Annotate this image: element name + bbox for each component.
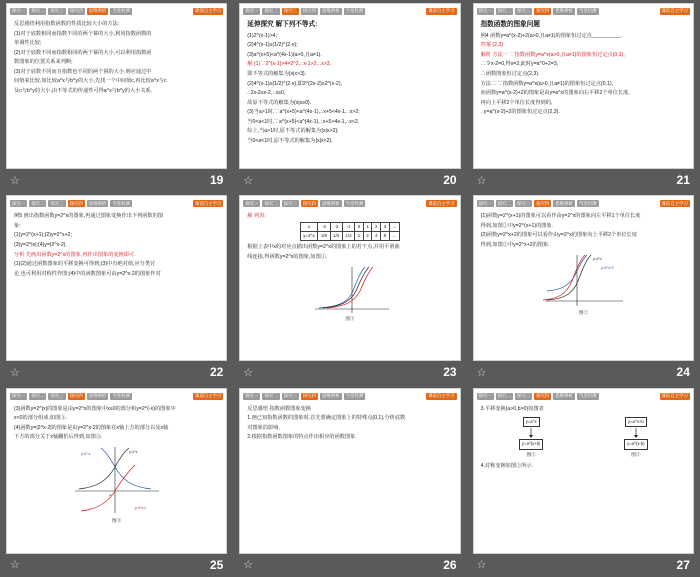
tab-explore-4[interactable]: 探究四 bbox=[536, 392, 550, 398]
slide-21[interactable] bbox=[473, 3, 694, 169]
flow-node: y=a^(x-b) bbox=[624, 439, 647, 450]
tab-test[interactable]: 当堂检测 bbox=[578, 8, 597, 14]
tab-test[interactable]: 当堂检测 bbox=[112, 392, 130, 398]
tab-self-study[interactable]: 课前自主学习 bbox=[661, 392, 688, 398]
favorite-icon[interactable]: ☆ bbox=[476, 366, 488, 379]
favorite-icon[interactable]: ☆ bbox=[243, 174, 255, 187]
text-line: (1)(2)通过函数图象的平移变换可得到;(3)中有绝对值,应分类讨 bbox=[14, 261, 156, 268]
table-row bbox=[300, 223, 400, 232]
text-line: (2)4^(x-1)≥(1/2)^(2-x),即2^(2x-2)≥2^(x-2), bbox=[247, 80, 342, 87]
slide-title: 延伸探究 解下列不等式: bbox=[247, 21, 318, 28]
text-line: 当0<a<1时,原不等式的解集为{x|x<2}. bbox=[247, 137, 333, 144]
arrow-down-icon bbox=[527, 428, 535, 438]
tab-explore-2[interactable]: 探究二 bbox=[264, 392, 278, 398]
slide-cell-20[interactable] bbox=[233, 0, 466, 192]
figure-caption: 图① bbox=[526, 451, 536, 457]
tab-self-study[interactable]: 课前自主学习 bbox=[194, 392, 222, 398]
tab-self-study[interactable]: 课前自主学习 bbox=[428, 392, 455, 398]
tab-test[interactable]: 当堂检测 bbox=[578, 200, 597, 206]
tab-bar-22[interactable] bbox=[7, 196, 226, 209]
tab-explore-2[interactable]: 探究二 bbox=[31, 392, 45, 398]
tab-explore-1[interactable]: 探究一 bbox=[12, 8, 26, 14]
table-cell: 2 bbox=[372, 223, 381, 232]
slide-footer-23 bbox=[239, 361, 460, 383]
tab-test[interactable]: 当堂检测 bbox=[578, 392, 597, 398]
slide-body-21 bbox=[474, 17, 693, 121]
slide-24[interactable] bbox=[473, 195, 694, 361]
tab-thinking[interactable]: 思维辨析 bbox=[555, 200, 573, 206]
tab-self-study[interactable]: 课前自主学习 bbox=[194, 200, 222, 206]
text-line: 及c与b^y的大小,由不等式的传递性可得a^x与b^y的大小关系. bbox=[14, 87, 153, 94]
flow-node: y=a^x+b bbox=[625, 417, 647, 428]
table-cell: 3 bbox=[381, 223, 390, 232]
tab-explore-2[interactable]: 探究二 bbox=[264, 200, 278, 206]
table-cell: … bbox=[389, 232, 400, 241]
slide-body-26 bbox=[240, 402, 459, 446]
flow-node: y=a^x bbox=[523, 417, 540, 428]
tab-test[interactable]: 当堂检测 bbox=[112, 200, 130, 206]
slide-body-22 bbox=[7, 209, 226, 282]
figure-caption: 图③ bbox=[112, 518, 122, 524]
slide-footer-24 bbox=[473, 361, 694, 383]
tab-explore-4[interactable]: 探究四 bbox=[69, 200, 83, 206]
text-line: (3)当a>1时,∵a^(x+5)<a^(4x-1),∴x+5<4x-1,∴x>2; bbox=[247, 109, 360, 116]
text-line: 数图象的位置关系来判断; bbox=[14, 59, 73, 66]
text-line: 象: bbox=[14, 222, 21, 229]
tab-self-study[interactable]: 课前自主学习 bbox=[661, 8, 688, 14]
text-line: 2.根据指数函数图象的特点作出相应的函数图象. bbox=[247, 434, 357, 441]
tab-thinking[interactable]: 思维辨析 bbox=[322, 392, 340, 398]
text-line: ∴函数图象恒过定点(2,3). bbox=[480, 70, 540, 77]
slide-19[interactable] bbox=[6, 3, 227, 169]
table-cell: 8 bbox=[381, 232, 390, 241]
tab-explore-1[interactable]: 探究一 bbox=[245, 392, 259, 398]
slide-footer-21 bbox=[473, 169, 694, 191]
graph-figure bbox=[537, 251, 629, 309]
table-cell: -2 bbox=[330, 223, 342, 232]
text-line: (2)4^(x-1)≥(1/2)^(2-x); bbox=[247, 42, 298, 49]
page-number: 23 bbox=[443, 365, 457, 380]
tab-bar-25[interactable] bbox=[7, 389, 226, 402]
flow-right bbox=[624, 417, 647, 458]
favorite-icon[interactable]: ☆ bbox=[10, 366, 21, 379]
slide-cell-27[interactable] bbox=[467, 385, 700, 577]
slide-body-19 bbox=[7, 17, 226, 100]
flow-node: y=a^(x+b) bbox=[519, 439, 544, 450]
tab-self-study[interactable]: 课前自主学习 bbox=[428, 8, 455, 14]
table-cell: -3 bbox=[318, 223, 330, 232]
slide-footer-22 bbox=[6, 361, 227, 383]
page-number: 24 bbox=[676, 365, 690, 380]
slide-22[interactable] bbox=[6, 195, 227, 361]
slide-20[interactable] bbox=[239, 3, 460, 169]
tab-thinking[interactable]: 思维辨析 bbox=[555, 392, 573, 398]
tab-explore-2[interactable]: 探究二 bbox=[497, 8, 511, 14]
table-cell: 1/2 bbox=[342, 232, 354, 241]
slide-body-25 bbox=[7, 402, 226, 529]
text-line: (2)对于底数不同而指数相同的两个幂的大小,可以利用指数函 bbox=[14, 49, 152, 56]
tab-explore-4[interactable]: 探究四 bbox=[302, 8, 317, 14]
table-row bbox=[300, 232, 400, 241]
svg-text:O: O bbox=[108, 493, 111, 498]
favorite-icon[interactable]: ☆ bbox=[243, 559, 255, 572]
slide-cell-24[interactable] bbox=[467, 192, 700, 384]
tab-explore-2[interactable]: 探究二 bbox=[497, 200, 511, 206]
table-cell: 4 bbox=[372, 232, 381, 241]
table-cell: 0 bbox=[355, 223, 364, 232]
text-line: 方法二 ∵指数函数y=a^x(a>0,且a≠1)的图象恒过定点(0,1), bbox=[480, 80, 613, 87]
page-number: 22 bbox=[209, 365, 224, 380]
text-line: 单调性比较; bbox=[14, 40, 42, 47]
text-line: ∴2x-2≥x-2,∴x≥0, bbox=[247, 90, 286, 97]
tab-thinking[interactable]: 思维辨析 bbox=[322, 8, 340, 14]
tab-explore-2[interactable]: 探究二 bbox=[31, 8, 45, 14]
favorite-icon[interactable]: ☆ bbox=[476, 174, 488, 187]
slide-footer-26 bbox=[239, 554, 460, 576]
tab-bar-26[interactable] bbox=[240, 389, 459, 402]
slide-cell-22[interactable] bbox=[0, 192, 233, 384]
tab-explore-3[interactable]: 探究三 bbox=[50, 392, 64, 398]
slide-cell-26[interactable] bbox=[233, 385, 466, 577]
tab-explore-4[interactable]: 探究四 bbox=[536, 8, 550, 14]
slide-body-24 bbox=[474, 209, 693, 320]
tab-bar-21[interactable] bbox=[474, 4, 693, 17]
figure-caption: 图② bbox=[631, 451, 641, 457]
tab-bar-27[interactable] bbox=[474, 389, 693, 402]
tab-thinking[interactable]: 思维辨析 bbox=[88, 8, 107, 14]
svg-text:y=2^-x: y=2^-x bbox=[80, 452, 91, 457]
slide-footer-27 bbox=[473, 554, 694, 576]
tab-bar-19[interactable] bbox=[7, 4, 226, 17]
answer-line: 答案 (2,3) bbox=[480, 42, 504, 49]
graph-figure bbox=[307, 263, 393, 315]
slide-23[interactable] bbox=[239, 195, 460, 361]
tab-explore-4[interactable]: 探究四 bbox=[302, 392, 317, 398]
tab-explore-3[interactable]: 探究三 bbox=[283, 8, 297, 14]
text-line: (1)2^(x-1)>4; bbox=[247, 32, 277, 39]
text-line: (3)a^(x+5)<a^(4x-1)(a>0,且a≠1). bbox=[247, 51, 322, 58]
page-number: 19 bbox=[209, 173, 224, 187]
tab-explore-3[interactable]: 探究三 bbox=[516, 200, 531, 206]
tab-explore-3[interactable]: 探究三 bbox=[283, 200, 297, 206]
arrow-down-icon bbox=[632, 428, 640, 438]
text-line: (3)对于底数不同而且指数也不同的两个幂的大小,则应通过中 bbox=[14, 68, 152, 75]
page-number: 26 bbox=[443, 557, 457, 572]
tab-thinking[interactable]: 思维辨析 bbox=[88, 392, 107, 398]
text-line: 例5 画出指数函数y=2^x的图象,再通过图象变换作出下列函数的图 bbox=[14, 213, 163, 220]
text-line: (1)y=2^(x+1);(2)y=2^x+2; bbox=[14, 232, 72, 239]
table-cell: 1 bbox=[355, 232, 364, 241]
text-line: 当0<a<1时,∵a^(x+5)<a^(4x-1),∴x+5>4x-1,∴x<2. bbox=[247, 118, 360, 125]
tab-explore-3[interactable]: 探究三 bbox=[516, 392, 531, 398]
tab-thinking[interactable]: 思维辨析 bbox=[555, 8, 573, 14]
slide-cell-19[interactable] bbox=[0, 0, 233, 192]
page-number: 27 bbox=[676, 557, 690, 572]
tab-thinking[interactable]: 思维辨析 bbox=[88, 200, 107, 206]
figure-caption: 图① bbox=[345, 316, 355, 322]
tab-explore-1[interactable]: 探究一 bbox=[245, 200, 259, 206]
tab-explore-2[interactable]: 探究二 bbox=[497, 392, 511, 398]
value-table bbox=[300, 222, 401, 241]
text-line: (1)对于底数相同而指数不同的两个幂的大小,利用指数函数的 bbox=[14, 30, 152, 37]
text-line: 下方的部分关于x轴翻折后得到,如图③. bbox=[14, 434, 103, 441]
text-line: 反思感悟 指数函数图象变换 bbox=[247, 405, 311, 412]
graph-figure bbox=[69, 443, 165, 517]
text-line: (3)函数y=2^|x|的图象是由y=2^x的图象中x≥0的部分和y=2^(-x)的图象中 bbox=[14, 405, 176, 412]
text-line: 4.对称变换如图②所示. bbox=[480, 462, 534, 469]
tab-explore-1[interactable]: 探究一 bbox=[478, 392, 492, 398]
tab-explore-1[interactable]: 探究一 bbox=[245, 8, 259, 14]
slide-body-27 bbox=[474, 402, 693, 475]
slide-footer-19 bbox=[6, 169, 227, 191]
text-line: 得到,如图②中y=2^(x+1)的图象. bbox=[480, 222, 554, 229]
tab-thinking[interactable]: 思维辨析 bbox=[322, 200, 340, 206]
tab-explore-4[interactable]: 探究四 bbox=[69, 8, 83, 14]
tab-bar-20[interactable] bbox=[240, 4, 459, 17]
tab-explore-3[interactable]: 探究三 bbox=[283, 392, 297, 398]
tab-explore-4[interactable]: 探究四 bbox=[536, 200, 550, 206]
text-line: (2)函数y=2^x+2的图象可以看作由y=2^x的图象向上平移2个单位长度 bbox=[480, 232, 637, 239]
favorite-icon[interactable]: ☆ bbox=[10, 559, 21, 572]
table-cell: 1 bbox=[363, 223, 372, 232]
favorite-icon[interactable]: ☆ bbox=[476, 559, 488, 572]
text-line: 1.画已知指数函数的图象时,首先要确定图象上的特殊点(0,1),分析底数 bbox=[247, 415, 406, 422]
text-line: (1)函数y=2^(x+1)的图象可以看作由y=2^x的图象向左平移1个单位长度 bbox=[480, 213, 641, 220]
flow-left bbox=[519, 417, 544, 458]
text-line: ∴y=a^(x-2)+2的图象恒过定点(2,3). bbox=[480, 109, 560, 116]
text-line: 间值来比较,如比较a^x与b^y的大小,先找一个中间值c,再比较a^x与c bbox=[14, 78, 167, 85]
favorite-icon[interactable]: ☆ bbox=[243, 366, 255, 379]
text-line: 解析 方法一 ∵指数函数y=a^x(a>0,且a≠1)的图象恒过定点(0,1), bbox=[480, 51, 625, 58]
tab-test[interactable]: 当堂检测 bbox=[345, 8, 364, 14]
text-line: 得到,如图②中y=2^x+2的图象. bbox=[480, 241, 550, 248]
tab-test[interactable]: 当堂检测 bbox=[345, 200, 364, 206]
tab-explore-3[interactable]: 探究三 bbox=[516, 8, 531, 14]
slide-27[interactable] bbox=[473, 388, 694, 554]
text-line: 解 (1)∵2^(x-1)>4=2^2,∴x-1>2,∴x>3, bbox=[247, 61, 332, 68]
slide-cell-25[interactable] bbox=[0, 385, 233, 577]
slide-cell-21[interactable] bbox=[467, 0, 700, 192]
table-cell: 2 bbox=[363, 232, 372, 241]
text-line: 对图象的影响. bbox=[247, 424, 280, 431]
slide-26[interactable] bbox=[239, 388, 460, 554]
tab-bar-24[interactable] bbox=[474, 196, 693, 209]
text-line: 综上,当a>1时,原不等式的解集为{x|x>2}; bbox=[247, 128, 339, 135]
svg-text:y=2^x+2: y=2^x+2 bbox=[601, 266, 614, 271]
tab-self-study[interactable]: 课前自主学习 bbox=[194, 8, 222, 14]
tab-test[interactable]: 当堂检测 bbox=[112, 8, 130, 14]
tab-explore-1[interactable]: 探究一 bbox=[478, 200, 492, 206]
tab-explore-3[interactable]: 探究三 bbox=[50, 8, 64, 14]
table-cell: 1/8 bbox=[318, 232, 330, 241]
tab-explore-3[interactable]: 探究三 bbox=[50, 200, 64, 206]
text-line: 反思感悟利用指数函数的性质比较大小的方法: bbox=[14, 21, 120, 27]
page-number: 20 bbox=[443, 173, 457, 187]
text-line: 例4 函数y=a^(x-2)+2(a>0,且a≠1)的图象恒过定点__________. bbox=[480, 32, 623, 39]
text-line: (4)函数y=|2^x-2|的图象是由y=2^x-2的图象在x轴上方的部分以及x轴 bbox=[14, 424, 169, 431]
text-line: 解 列表: bbox=[247, 213, 266, 220]
page-number: 21 bbox=[676, 173, 690, 187]
figure-caption: 图② bbox=[578, 310, 588, 316]
tab-self-study[interactable]: 课前自主学习 bbox=[661, 200, 688, 206]
slide-footer-25 bbox=[6, 554, 227, 576]
slide-cell-23[interactable] bbox=[233, 192, 466, 384]
tab-explore-1[interactable]: 探究一 bbox=[478, 8, 492, 14]
text-line: ∴令x-2=0,得x=2,此时y=a^0+2=3, bbox=[480, 61, 559, 68]
svg-text:y=2^x: y=2^x bbox=[593, 257, 603, 262]
table-cell: y=2^x bbox=[300, 232, 318, 241]
text-line: (3)y=2^|x|;(4)y=|2^x-2|. bbox=[14, 241, 67, 248]
tab-test[interactable]: 当堂检测 bbox=[345, 392, 364, 398]
text-line: 分析 先画出函数y=2^x的图象,再作出图象的变换即可. bbox=[14, 251, 136, 258]
text-line: 故原不等式的解集为{x|x≥0}. bbox=[247, 99, 312, 106]
slide-title: 指数函数的图象问题 bbox=[480, 21, 540, 28]
slide-footer-20 bbox=[239, 169, 460, 191]
favorite-icon[interactable]: ☆ bbox=[10, 174, 21, 187]
table-cell: 1/4 bbox=[330, 232, 342, 241]
slide-body-23 bbox=[240, 209, 459, 326]
slide-25[interactable] bbox=[6, 388, 227, 554]
text-line: 线连接,得函数y=2^x的图象,如图①. bbox=[247, 253, 328, 260]
text-line: 3.平移变换(a>0,b>0)如图表 bbox=[480, 405, 544, 412]
table-cell: -1 bbox=[342, 223, 354, 232]
text-line: x<0的部分组成,如图③. bbox=[14, 415, 67, 422]
tab-self-study[interactable]: 课前自主学习 bbox=[428, 200, 455, 206]
text-line: 即不等式的解集为{x|x>3}. bbox=[247, 70, 307, 77]
tab-explore-1[interactable]: 探究一 bbox=[12, 392, 26, 398]
tab-explore-2[interactable]: 探究二 bbox=[31, 200, 45, 206]
text-line: 根据上表中x的对应点描出函数y=2^x的图象上的若干点,并用平滑曲 bbox=[247, 244, 400, 251]
tab-explore-4[interactable]: 探究四 bbox=[69, 392, 83, 398]
tab-bar-23[interactable] bbox=[240, 196, 459, 209]
text-line: 而函数y=a^(x-2)+2的图象是由y=a^x的图象向右平移2个单位长度, bbox=[480, 90, 630, 97]
table-cell: … bbox=[389, 223, 400, 232]
svg-text:y=2^x: y=2^x bbox=[128, 450, 137, 455]
page-number: 25 bbox=[209, 557, 224, 572]
tab-explore-4[interactable]: 探究四 bbox=[302, 200, 317, 206]
text-line: 再向上平移2个单位长度得到的, bbox=[480, 99, 553, 106]
tab-explore-2[interactable]: 探究二 bbox=[264, 8, 278, 14]
text-line: 论,也可利用对称性作图;(4)中的函数图象可由y=2^x-2的图象作对 bbox=[14, 270, 161, 277]
tab-explore-1[interactable]: 探究一 bbox=[12, 200, 26, 206]
flow-diagram bbox=[481, 417, 686, 458]
svg-text:y=2^x-2: y=2^x-2 bbox=[134, 506, 146, 511]
table-cell: x bbox=[300, 223, 318, 232]
slide-body-20 bbox=[240, 17, 459, 149]
